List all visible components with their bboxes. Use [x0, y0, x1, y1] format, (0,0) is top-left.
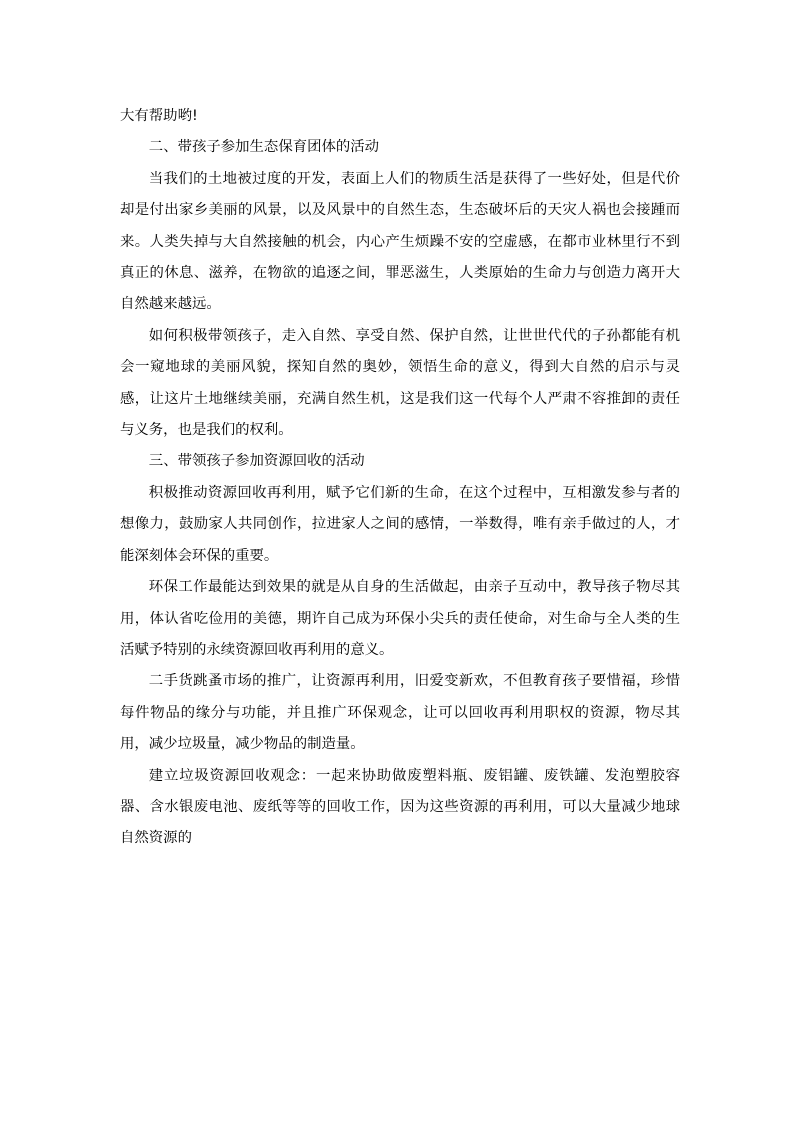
paragraph-continuation: 大有帮助哟! [120, 108, 198, 124]
section-heading-recycling: 三、带领孩子参加资源回收的活动 [148, 453, 365, 470]
paragraph: 积极推动资源回收再利用，赋予它们新的生命，在这个过程中，互相激发参与者的想像力，鼓励家人共同创作，拉进家人之间的感情，一举数得，唯有亲手做过的人，才能深刻体会环保的重要。 [120, 484, 680, 564]
section-heading-ecology: 二、带孩子参加生态保育团体的活动 [148, 139, 380, 156]
paragraph: 如何积极带领孩子，走入自然、享受自然、保护自然，让世世代代的子孙都能有机会一窥地球的美丽风貌，探知自然的奥妙，领悟生命的意义，得到大自然的启示与灵感，让这片土地继续美丽，充满自然生机，这是我们这一代每个人严肃不容推卸的责任与义务，也是我们的权利。 [120, 327, 680, 439]
paragraph: 环保工作最能达到效果的就是从自身的生活做起，由亲子互动中，教导孩子物尽其用，体认省吃俭用的美德，期许自己成为环保小尖兵的责任使命，对生命与全人类的生活赋予特别的永续资源回收再利用的意义。 [120, 579, 680, 658]
paragraph: 建立垃圾资源回收观念：一起来协助做废塑料瓶、废铝罐、废铁罐、发泡塑胶容器、含水银废电池、废纸等等的回收工作，因为这些资源的再利用，可以大量减少地球自然资源的 [120, 767, 680, 847]
paragraph: 二手货跳蚤市场的推广，让资源再利用，旧爱变新欢，不但教育孩子要惜福，珍惜每件物品的缘分与功能，并且推广环保观念，让可以回收再利用职权的资源，物尽其用，减少垃圾量，减少物品的制造量。 [120, 673, 680, 753]
paragraph: 当我们的土地被过度的开发，表面上人们的物质生活是获得了一些好处，但是代价却是付出家乡美丽的风景，以及风景中的自然生态，生态破坏后的天灾人祸也会接踵而来。人类失掉与大自然接触的机会，内心产生烦躁不安的空虚感，在都市业林里行不到真正的休息、滋养，在物欲的追逐之间，罪恶滋生，人类原始的生命力与创造力离开大自然越来越远。 [120, 170, 680, 313]
document-body [120, 101, 680, 855]
